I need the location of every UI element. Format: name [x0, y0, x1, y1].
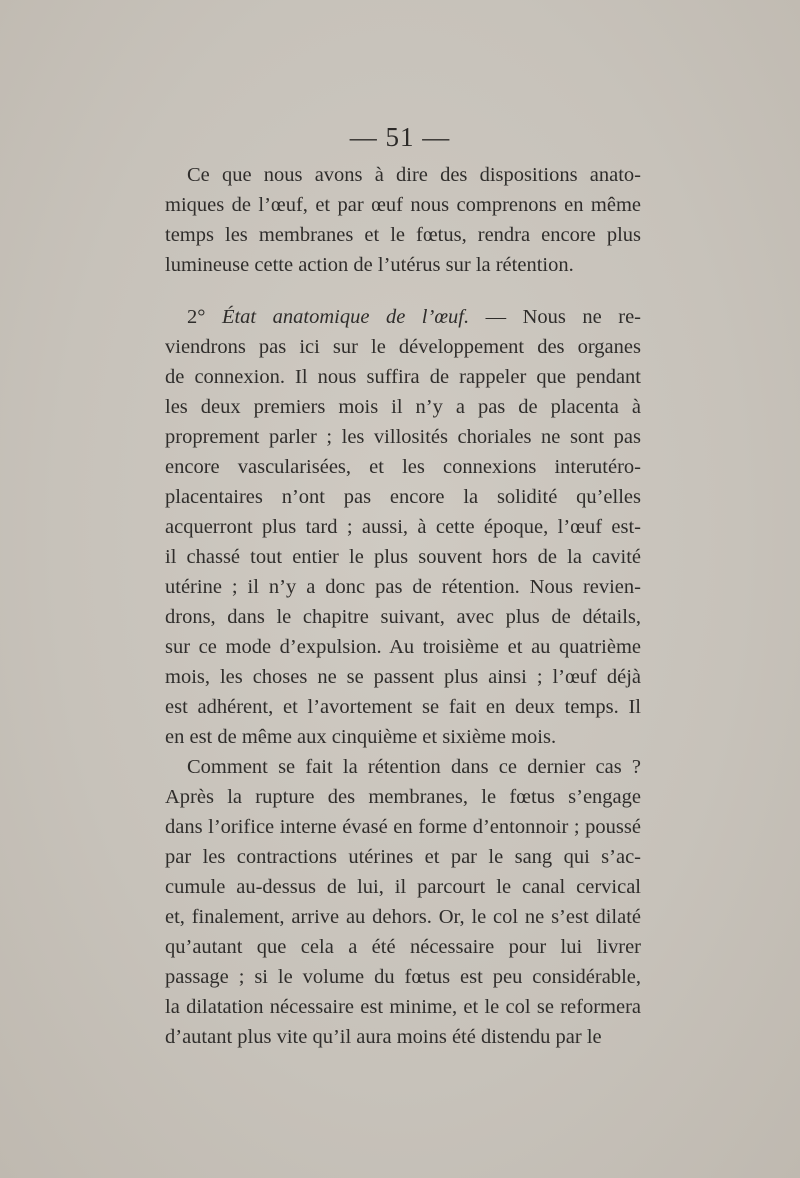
page-number: — 51 —	[349, 122, 451, 152]
text-line: cumule au-dessus de lui, il parcourt le canal cervical	[165, 876, 641, 898]
heading-continuation: — Nous ne re-	[485, 306, 642, 328]
text-line: et, finalement, arrive au dehors. Or, le col ne s’est dilaté	[165, 906, 641, 928]
paragraph-2	[165, 302, 641, 752]
text-line: lumineuse cette action de l’utérus sur la rétention.	[165, 254, 574, 276]
body-text	[165, 160, 641, 1052]
text-line: d’autant plus vite qu’il aura moins été distendu par le	[165, 1026, 602, 1048]
text-line: drons, dans le chapitre suivant, avec plus de détails,	[165, 606, 641, 628]
text-line: les deux premiers mois il n’y a pas de placenta à	[165, 396, 641, 418]
text-line: proprement parler ; les villosités choriales ne sont pas	[165, 426, 641, 448]
paragraph-gap	[165, 280, 641, 302]
text-line: dans l’orifice interne évasé en forme d’entonnoir ; poussé	[165, 816, 641, 838]
text-line: de connexion. Il nous suffira de rappeler que pendant	[165, 366, 641, 388]
section-number: 2°	[187, 306, 206, 328]
paragraph-3	[165, 752, 641, 1052]
text-line: acquerront plus tard ; aussi, à cette époque, l’œuf est-	[165, 516, 641, 538]
paragraph-1	[165, 160, 641, 280]
text-line: encore vascularisées, et les connexions interutéro-	[165, 456, 641, 478]
text-line: viendrons pas ici sur le développement des organes	[165, 336, 641, 358]
text-line: il chassé tout entier le plus souvent hors de la cavité	[165, 546, 641, 568]
text-line: mois, les choses ne se passent plus ainsi ; l’œuf déjà	[165, 666, 641, 688]
text-line: utérine ; il n’y a donc pas de rétention. Nous revien-	[165, 576, 641, 598]
section-heading-line	[165, 302, 641, 332]
text-line: Comment se fait la rétention dans ce dernier cas ?	[187, 756, 641, 778]
text-line: Après la rupture des membranes, le fœtus s’engage	[165, 786, 641, 808]
text-line: miques de l’œuf, et par œuf nous comprenons en même	[165, 194, 641, 216]
text-line: Ce que nous avons à dire des dispositions anato-	[187, 164, 641, 186]
text-line: par les contractions utérines et par le sang qui s’ac-	[165, 846, 641, 868]
text-line: en est de même aux cinquième et sixième mois.	[165, 726, 557, 748]
text-line: est adhérent, et l’avortement se fait en deux temps. Il	[165, 696, 641, 718]
text-line: sur ce mode d’expulsion. Au troisième et au quatrième	[165, 636, 641, 658]
text-line: qu’autant que cela a été nécessaire pour lui livrer	[165, 936, 641, 958]
text-line: passage ; si le volume du fœtus est peu considérable,	[165, 966, 641, 988]
text-line: placentaires n’ont pas encore la solidité qu’elles	[165, 486, 641, 508]
text-line: la dilatation nécessaire est minime, et le col se reformera	[165, 996, 641, 1018]
text-line: temps les membranes et le fœtus, rendra encore plus	[165, 224, 641, 246]
section-title: État anatomique de l’œuf.	[221, 306, 470, 328]
